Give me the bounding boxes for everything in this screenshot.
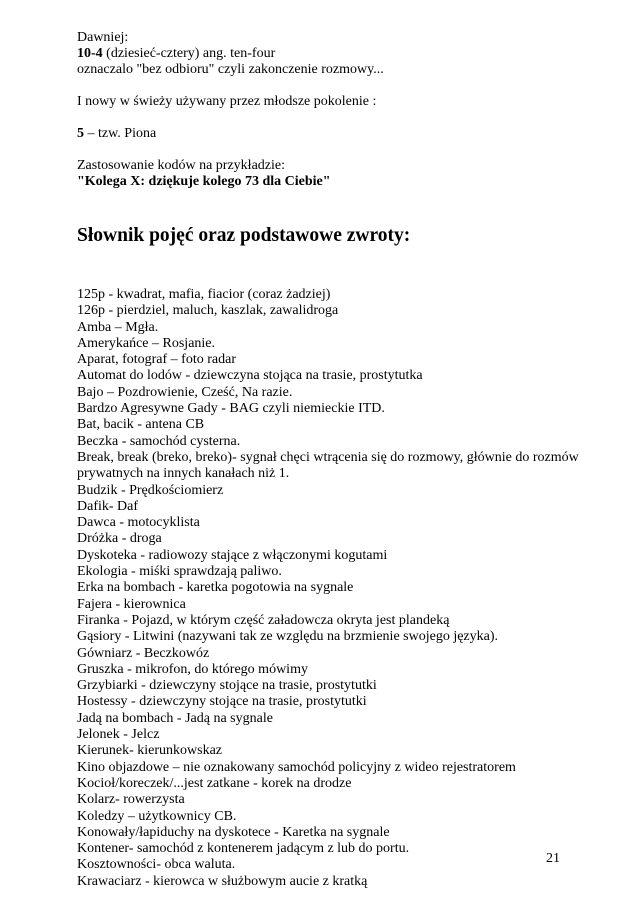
glossary-entry: Krawaciarz - kierowca w służbowym aucie z kratką — [77, 873, 368, 889]
code-5-description: – tzw. Piona — [84, 126, 157, 141]
glossary-entry: Beczka - samochód cysterna. — [77, 433, 241, 449]
code-104-meaning: oznaczalo "bez odbioru" czyli zakonczenie rozmowy... — [77, 62, 384, 77]
glossary-entry: Kolarz- rowerzysta — [77, 792, 185, 808]
glossary-entry: Konowały/łapiduchy na dyskotece - Karetka na sygnale — [77, 824, 390, 840]
glossary-entry: Fajera - kierownica — [77, 596, 186, 612]
example-quote: "Kolega X: dziękuje kolego 73 dla Ciebie" — [77, 174, 331, 189]
glossary-entry: Amba – Mgła. — [77, 319, 159, 335]
glossary-entry: Firanka - Pojazd, w którym część załadowcza okryta jest plandeką — [77, 612, 450, 628]
glossary-entry: Bardzo Agresywne Gady - BAG czyli niemieckie ITD. — [77, 401, 385, 417]
glossary-entry: Jelonek - Jelcz — [77, 727, 160, 743]
glossary-entry: Koledzy – użytkownicy CB. — [77, 808, 237, 824]
new-usage-line: I nowy w świeży używany przez młodsze pokolenie : — [77, 94, 377, 109]
glossary-entry: 126p - pierdziel, maluch, kaszlak, zawalidroga — [77, 303, 339, 319]
glossary-entry: Jadą na bombach - Jadą na sygnale — [77, 710, 273, 726]
glossary-entry: Kontener- samochód z kontenerem jadącym z lub do portu. — [77, 841, 410, 857]
glossary-entry: Gówniarz - Beczkowóz — [77, 645, 210, 661]
glossary-entry: Gruszka - mikrofon, do którego mówimy — [77, 661, 308, 677]
glossary-entry: Budzik - Prędkościomierz — [77, 482, 224, 498]
glossary-entry: Automat do lodów - dziewczyna stojąca na trasie, prostytutka — [77, 368, 423, 384]
glossary-entry: Ekologia - miśki sprawdzają paliwo. — [77, 564, 282, 580]
glossary-entry: Bajo – Pozdrowienie, Cześć, Na razie. — [77, 384, 293, 400]
code-104-line — [77, 46, 275, 62]
page-number: 21 — [546, 851, 560, 866]
code-5-bold: 5 — [77, 126, 84, 141]
glossary-entry: Dawca - motocyklista — [77, 515, 200, 531]
glossary-entry: Kierunek- kierunkowskaz — [77, 743, 223, 759]
glossary-entry-continuation: prywatnych na innych kanałach niż 1. — [77, 466, 290, 482]
section-heading: Słownik pojęć oraz podstawowe zwroty: — [77, 225, 411, 246]
glossary-list — [77, 287, 577, 890]
glossary-entry: 125p - kwadrat, mafia, fiacior (coraz żadziej) — [77, 287, 331, 302]
glossary-entry: Kocioł/koreczek/...jest zatkane - korek na drodze — [77, 775, 352, 791]
glossary-entry: Bat, bacik - antena CB — [77, 417, 205, 433]
glossary-entry: Grzybiarki - dziewczyny stojące na trasie, prostytutki — [77, 678, 377, 694]
glossary-entry: Break, break (breko, breko)- sygnał chęci wtrącenia się do rozmowy, głównie do rozmów — [77, 449, 579, 465]
glossary-entry: Kosztowności- obca waluta. — [77, 857, 236, 873]
glossary-entry: Dyskoteka - radiowozy stające z włączonymi kogutami — [77, 547, 388, 563]
glossary-entry: Amerykańce – Rosjanie. — [77, 335, 216, 351]
glossary-entry: Dafik- Daf — [77, 498, 139, 514]
code-104-description: (dziesieć-cztery) ang. ten-four — [102, 46, 276, 61]
glossary-entry: Aparat, fotograf – foto radar — [77, 352, 236, 368]
formerly-label: Dawniej: — [77, 30, 129, 45]
glossary-entry: Hostessy - dziewczyny stojące na trasie, prostytutki — [77, 694, 367, 710]
code-5-line — [77, 126, 156, 142]
glossary-entry: Erka na bombach - karetka pogotowia na sygnale — [77, 580, 354, 596]
code-104-bold: 10-4 — [77, 46, 103, 61]
glossary-entry: Kino objazdowe – nie oznakowany samochód policyjny z wideo rejestratorem — [77, 759, 516, 775]
glossary-entry: Gąsiory - Litwini (nazywani tak ze względu na brzmienie swojego języka). — [77, 629, 499, 645]
glossary-entry: Dróżka - droga — [77, 531, 162, 547]
example-label: Zastosowanie kodów na przykładzie: — [77, 158, 285, 173]
